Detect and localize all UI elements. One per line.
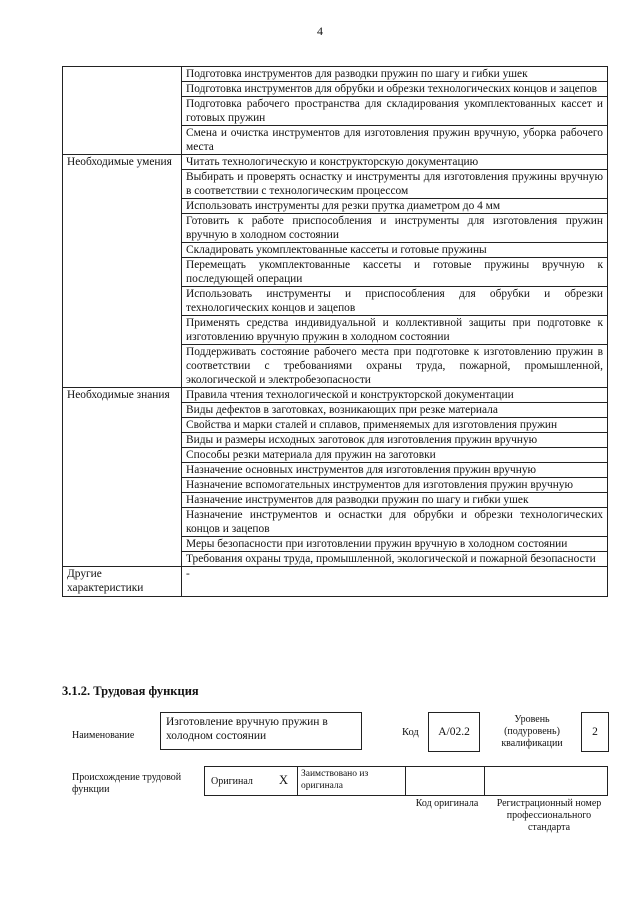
table-row: [63, 82, 608, 97]
row-label: [63, 345, 182, 388]
table-row: [63, 567, 608, 597]
row-label: [63, 316, 182, 345]
row-label: [63, 552, 182, 567]
table-row: [63, 448, 608, 463]
table-row: [63, 155, 608, 170]
table-row: [63, 214, 608, 243]
name-label: Наименование: [72, 730, 135, 741]
row-text: Меры безопасности при изготовлении пружин вручную в холодном состоянии: [182, 537, 608, 552]
row-text: Складировать укомплектованные кассеты и готовые пружины: [182, 243, 608, 258]
row-text: Поддерживать состояние рабочего места при подготовке к изготовлению пружин в соответствии с требованиями охраны труда, пожарной, промышленной, экологической и электробезопасности: [182, 345, 608, 388]
table-row: [63, 345, 608, 388]
table-row: [63, 537, 608, 552]
row-text: Правила чтения технологической и конструкторской документации: [182, 388, 608, 403]
row-label: [63, 82, 182, 97]
code-value: А/02.2: [428, 712, 480, 752]
table-row: [63, 403, 608, 418]
row-label: Необходимые знания: [63, 388, 182, 403]
table-row: [63, 287, 608, 316]
borrowed-cell: [297, 766, 406, 796]
row-label: [63, 448, 182, 463]
row-text: Подготовка инструментов для разводки пружин по шагу и гибки ушек: [182, 67, 608, 82]
table-row: [63, 258, 608, 287]
row-label: Необходимые умения: [63, 155, 182, 170]
row-text: Виды дефектов в заготовках, возникающих при резке материала: [182, 403, 608, 418]
code-label: Код: [402, 727, 419, 738]
row-label: Другие характеристики: [63, 567, 182, 597]
row-label: [63, 214, 182, 243]
level-value: 2: [581, 712, 609, 752]
table-row: [63, 418, 608, 433]
row-label: [63, 403, 182, 418]
table-row: [63, 493, 608, 508]
row-text: Назначение вспомогательных инструментов для изготовления пружин вручную: [182, 478, 608, 493]
row-label: [63, 508, 182, 537]
row-text: Способы резки материала для пружин на заготовки: [182, 448, 608, 463]
row-text: Виды и размеры исходных заготовок для изготовления пружин вручную: [182, 433, 608, 448]
row-text: Готовить к работе приспособления и инструменты для изготовления пружин вручную в холодном состоянии: [182, 214, 608, 243]
table-row: [63, 243, 608, 258]
row-text: Читать технологическую и конструкторскую документацию: [182, 155, 608, 170]
table-row: [63, 170, 608, 199]
row-label: [63, 199, 182, 214]
row-text: Использовать инструменты для резки прутка диаметром до 4 мм: [182, 199, 608, 214]
code-original-cell: [406, 766, 485, 796]
reg-number-cell: [485, 766, 608, 796]
row-label: [63, 478, 182, 493]
row-text: Свойства и марки сталей и сплавов, применяемых для изготовления пружин: [182, 418, 608, 433]
row-label: [63, 243, 182, 258]
row-text: Использовать инструменты и приспособления для обрубки и обрезки технологических концов и зацепов: [182, 287, 608, 316]
row-text: Назначение инструментов и оснастки для обрубки и обрезки технологических концов и зацепов: [182, 508, 608, 537]
row-text: Требования охраны труда, промышленной, экологической и пожарной безопасности: [182, 552, 608, 567]
level-label: Уровень (подуровень) квалификации: [501, 714, 563, 749]
row-label: [63, 126, 182, 155]
table-row: [63, 463, 608, 478]
row-label: [63, 258, 182, 287]
row-label: [63, 67, 182, 82]
function-name-value: Изготовление вручную пружин в холодном состоянии: [160, 712, 362, 750]
origin-grid: [204, 766, 608, 796]
row-label: [63, 463, 182, 478]
row-text: Перемещать укомплектованные кассеты и готовые пружины вручную к последующей операции: [182, 258, 608, 287]
row-text: Применять средства индивидуальной и коллективной защиты при подготовке к изготовлению вручную пружин в холодном состоянии: [182, 316, 608, 345]
row-label: [63, 493, 182, 508]
table-row: [63, 97, 608, 126]
original-mark: X: [279, 773, 289, 787]
row-text: Смена и очистка инструментов для изготовления пружин вручную, уборка рабочего места: [182, 126, 608, 155]
row-text: Назначение инструментов для разводки пружин по шагу и гибки ушек: [182, 493, 608, 508]
row-text: -: [182, 567, 608, 597]
section-title: 3.1.2. Трудовая функция: [62, 684, 199, 698]
table-row: [63, 67, 608, 82]
table-row: [63, 126, 608, 155]
code-original-caption: Код оригинала: [415, 798, 479, 809]
row-label: [63, 97, 182, 126]
original-cell: [204, 766, 298, 796]
table-row: [63, 388, 608, 403]
row-text: Подготовка рабочего пространства для складирования укомплектованных кассет и готовых пружин: [182, 97, 608, 126]
row-label: [63, 418, 182, 433]
origin-label: Происхождение трудовой функции: [72, 772, 182, 795]
table-row: [63, 552, 608, 567]
table-row: [63, 508, 608, 537]
row-label: [63, 433, 182, 448]
row-text: Назначение основных инструментов для изготовления пружин вручную: [182, 463, 608, 478]
row-text: Подготовка инструментов для обрубки и обрезки технологических концов и зацепов: [182, 82, 608, 97]
row-label: [63, 537, 182, 552]
row-text: Выбирать и проверять оснастку и инструменты для изготовления пружины вручную в соответствии с технологическим процессом: [182, 170, 608, 199]
table-row: [63, 433, 608, 448]
table-row: [63, 478, 608, 493]
original-label: Оригинал: [211, 776, 253, 787]
table-row: [63, 199, 608, 214]
reg-number-caption: Регистрационный номер профессионального стандарта: [496, 798, 602, 833]
page-number: 4: [317, 24, 323, 38]
row-label: [63, 170, 182, 199]
requirements-table: [62, 66, 608, 597]
row-label: [63, 287, 182, 316]
table-row: [63, 316, 608, 345]
borrowed-label: Заимствовано из оригинала: [301, 769, 369, 791]
